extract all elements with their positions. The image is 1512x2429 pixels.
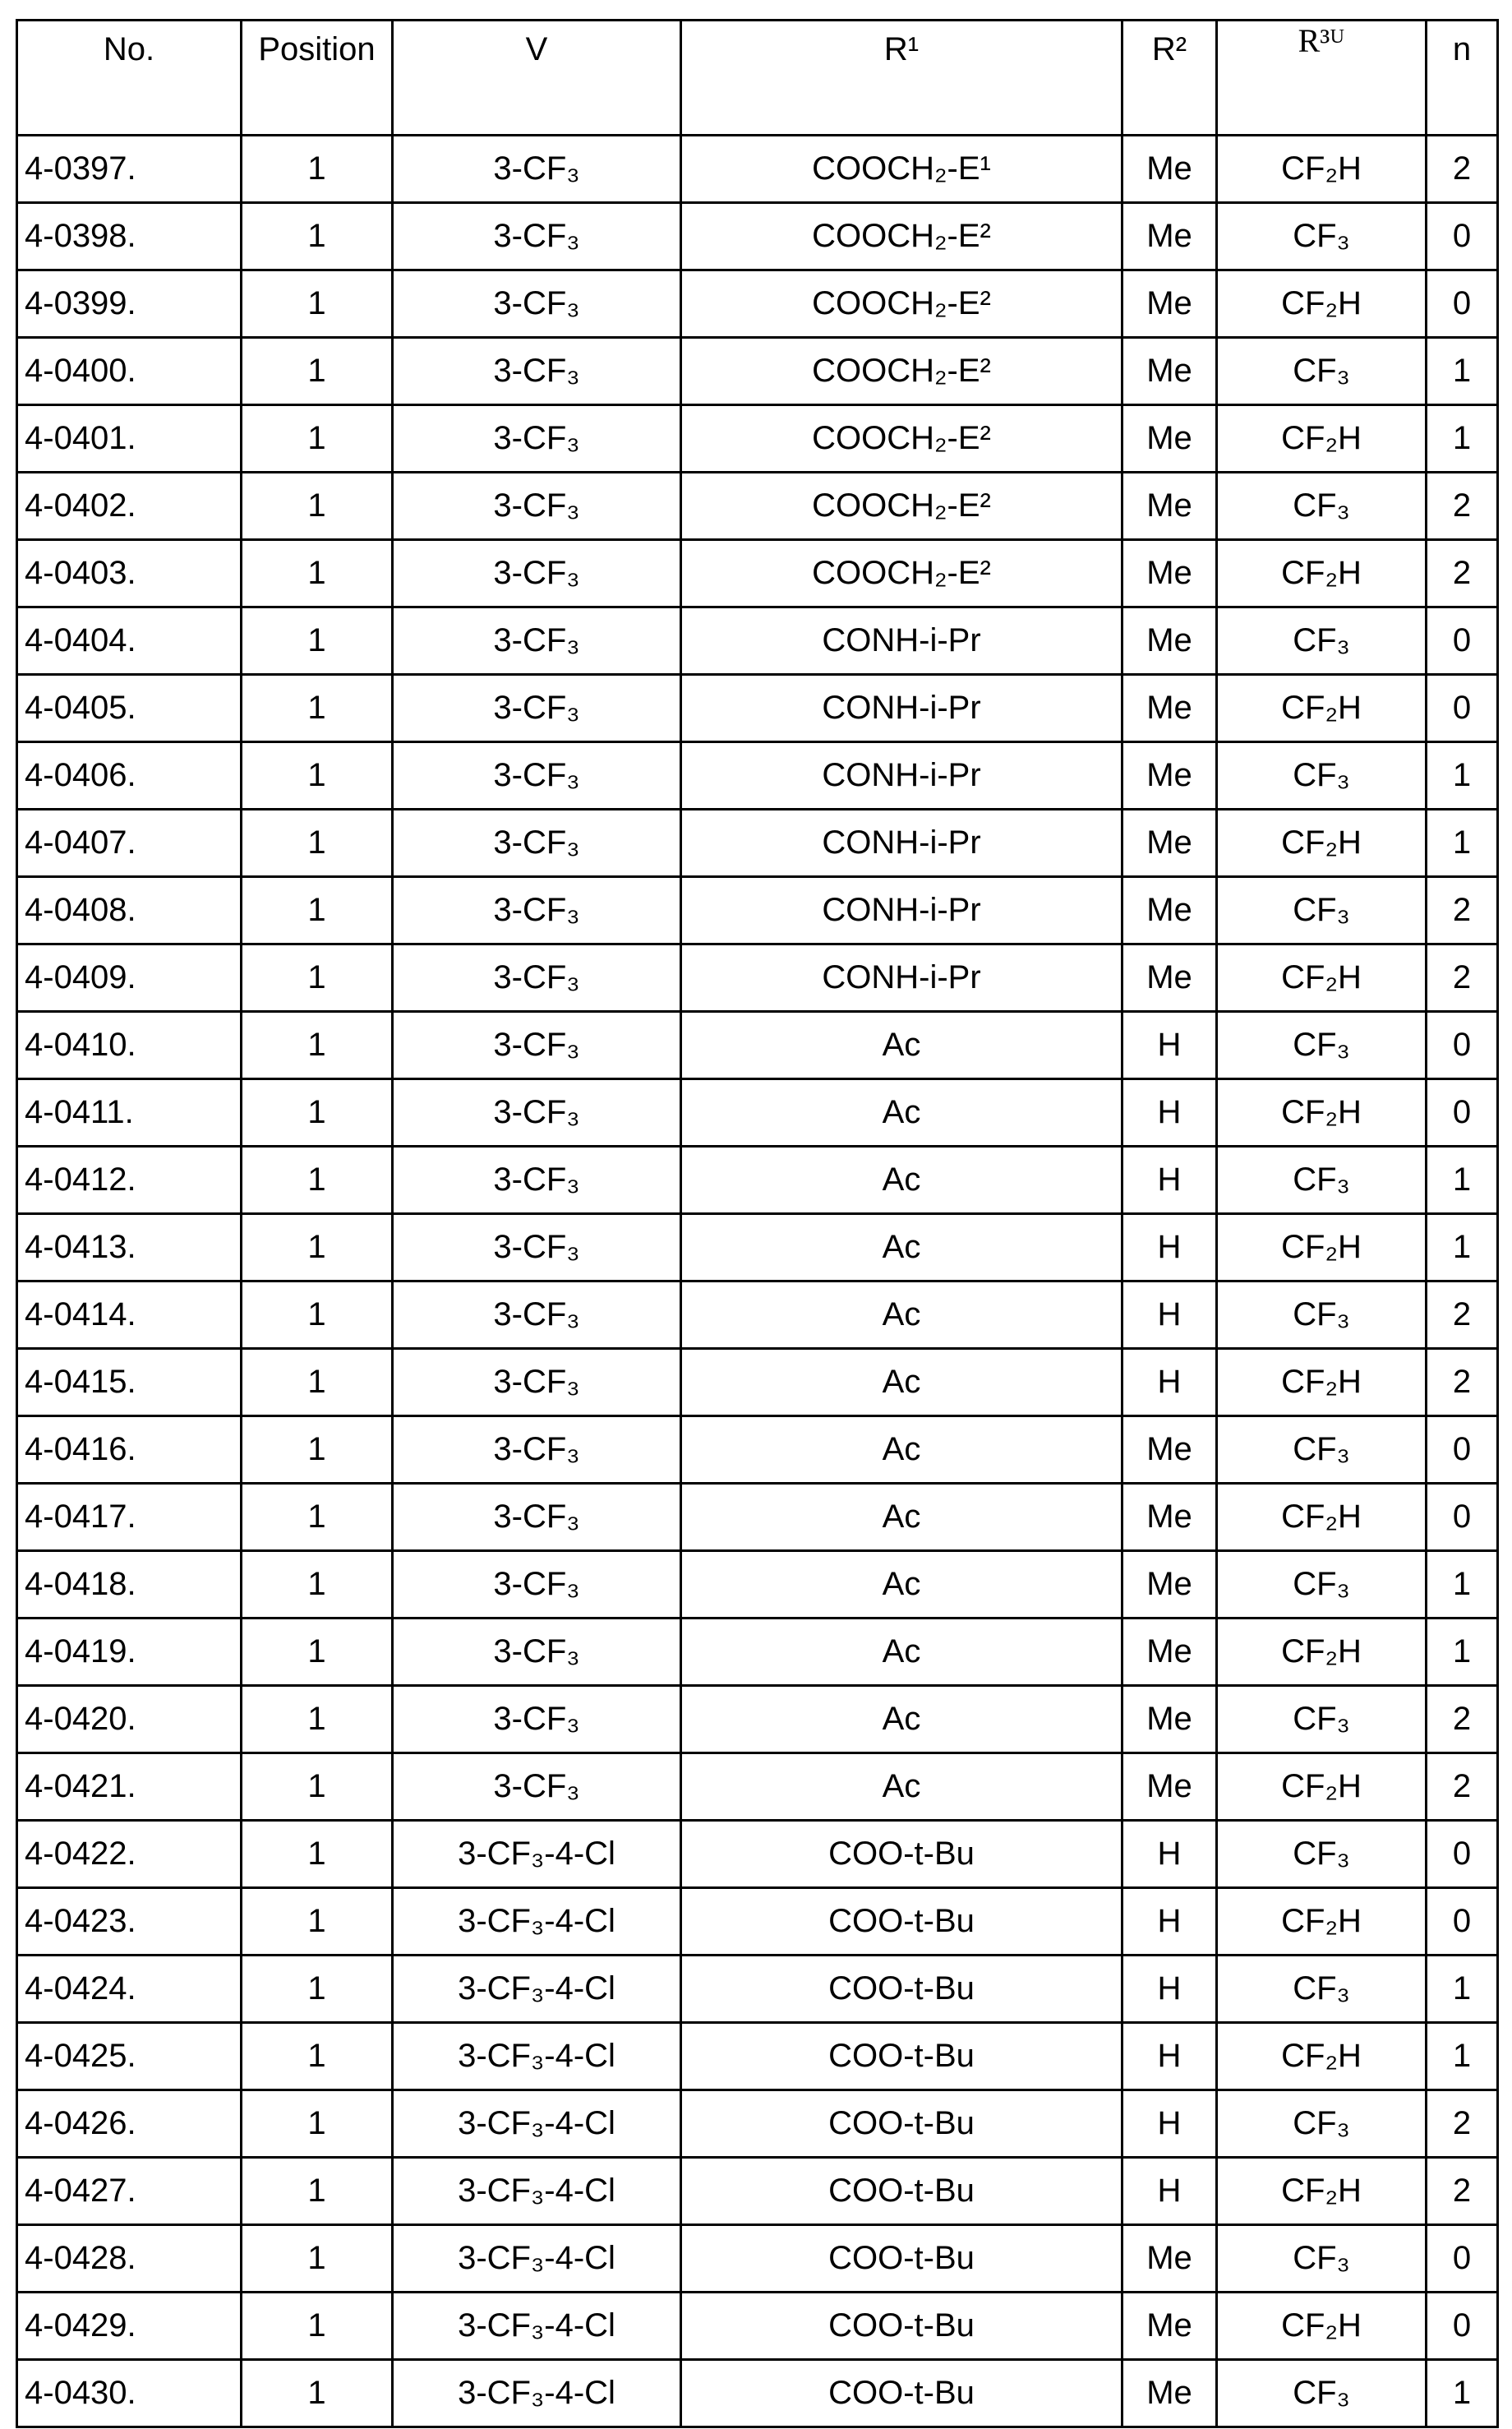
cell-v: 3-CF₃	[393, 877, 681, 944]
cell-v: 3-CF₃	[393, 1214, 681, 1281]
cell-v: 3-CF₃	[393, 1012, 681, 1079]
cell-r1: CONH-i-Pr	[681, 810, 1122, 877]
cell-v: 3-CF₃	[393, 1619, 681, 1686]
cell-v: 3-CF₃	[393, 1753, 681, 1821]
cell-no: 4-0420.	[17, 1686, 242, 1753]
cell-position: 1	[242, 338, 393, 405]
table-row	[17, 338, 1498, 405]
cell-v: 3-CF₃	[393, 136, 681, 203]
cell-r3u: CF₂H	[1217, 1888, 1427, 1956]
cell-v: 3-CF₃-4-Cl	[393, 1888, 681, 1956]
cell-no: 4-0410.	[17, 1012, 242, 1079]
cell-no: 4-0409.	[17, 944, 242, 1012]
cell-v: 3-CF₃-4-Cl	[393, 1821, 681, 1888]
cell-r2: H	[1122, 1349, 1217, 1416]
cell-position: 1	[242, 1416, 393, 1484]
cell-position: 1	[242, 270, 393, 338]
cell-r3u: CF₃	[1217, 1686, 1427, 1753]
table-row	[17, 810, 1498, 877]
cell-position: 1	[242, 1079, 393, 1147]
cell-r3u: CF₂H	[1217, 540, 1427, 607]
cell-v: 3-CF₃	[393, 1551, 681, 1619]
cell-r2: Me	[1122, 405, 1217, 473]
cell-no: 4-0397.	[17, 136, 242, 203]
cell-n: 2	[1427, 473, 1498, 540]
cell-no: 4-0424.	[17, 1956, 242, 2023]
cell-position: 1	[242, 607, 393, 675]
table-row	[17, 1888, 1498, 1956]
cell-position: 1	[242, 2360, 393, 2427]
table-row	[17, 1349, 1498, 1416]
cell-r2: H	[1122, 2023, 1217, 2090]
cell-r3u: CF₃	[1217, 1416, 1427, 1484]
cell-position: 1	[242, 1753, 393, 1821]
cell-n: 0	[1427, 270, 1498, 338]
cell-no: 4-0415.	[17, 1349, 242, 1416]
table-row	[17, 2090, 1498, 2158]
cell-r2: H	[1122, 2090, 1217, 2158]
cell-no: 4-0413.	[17, 1214, 242, 1281]
cell-v: 3-CF₃	[393, 1484, 681, 1551]
cell-r1: COOCH₂-E²	[681, 270, 1122, 338]
table-row	[17, 1147, 1498, 1214]
cell-n: 0	[1427, 1888, 1498, 1956]
cell-r1: COOCH₂-E²	[681, 338, 1122, 405]
cell-v: 3-CF₃	[393, 675, 681, 742]
cell-r1: CONH-i-Pr	[681, 877, 1122, 944]
cell-no: 4-0425.	[17, 2023, 242, 2090]
cell-r2: Me	[1122, 1484, 1217, 1551]
cell-r1: COO-t-Bu	[681, 2023, 1122, 2090]
table-row	[17, 2293, 1498, 2360]
cell-r2: Me	[1122, 1619, 1217, 1686]
cell-r3u: CF₂H	[1217, 810, 1427, 877]
cell-r1: CONH-i-Pr	[681, 944, 1122, 1012]
cell-r1: COO-t-Bu	[681, 2360, 1122, 2427]
cell-n: 1	[1427, 338, 1498, 405]
cell-n: 2	[1427, 944, 1498, 1012]
cell-n: 0	[1427, 2293, 1498, 2360]
cell-r3u: CF₃	[1217, 473, 1427, 540]
cell-no: 4-0419.	[17, 1619, 242, 1686]
cell-v: 3-CF₃-4-Cl	[393, 2090, 681, 2158]
cell-r2: Me	[1122, 136, 1217, 203]
cell-r3u: CF₂H	[1217, 1619, 1427, 1686]
cell-r3u: CF₂H	[1217, 2158, 1427, 2225]
cell-v: 3-CF₃	[393, 1349, 681, 1416]
table-row	[17, 405, 1498, 473]
cell-r2: Me	[1122, 877, 1217, 944]
table-row	[17, 1484, 1498, 1551]
cell-position: 1	[242, 944, 393, 1012]
table-row	[17, 1619, 1498, 1686]
cell-position: 1	[242, 2293, 393, 2360]
cell-r2: H	[1122, 2158, 1217, 2225]
cell-r1: Ac	[681, 1686, 1122, 1753]
cell-no: 4-0414.	[17, 1281, 242, 1349]
cell-r1: Ac	[681, 1484, 1122, 1551]
table-row	[17, 2158, 1498, 2225]
compound-table	[16, 19, 1499, 2428]
cell-no: 4-0405.	[17, 675, 242, 742]
cell-position: 1	[242, 1821, 393, 1888]
cell-position: 1	[242, 1686, 393, 1753]
cell-n: 1	[1427, 1551, 1498, 1619]
cell-n: 1	[1427, 810, 1498, 877]
table-row	[17, 2225, 1498, 2293]
cell-no: 4-0401.	[17, 405, 242, 473]
header-n: n	[1427, 21, 1498, 136]
cell-position: 1	[242, 405, 393, 473]
cell-r2: Me	[1122, 1686, 1217, 1753]
cell-n: 0	[1427, 1484, 1498, 1551]
cell-n: 1	[1427, 1147, 1498, 1214]
cell-r3u: CF₃	[1217, 2090, 1427, 2158]
cell-r2: Me	[1122, 2360, 1217, 2427]
table-row	[17, 1079, 1498, 1147]
table-row	[17, 136, 1498, 203]
table-body	[17, 136, 1498, 2427]
cell-r1: Ac	[681, 1753, 1122, 1821]
cell-r1: COO-t-Bu	[681, 1821, 1122, 1888]
cell-r2: Me	[1122, 1416, 1217, 1484]
cell-r3u: CF₂H	[1217, 270, 1427, 338]
table-row	[17, 1012, 1498, 1079]
cell-n: 0	[1427, 1416, 1498, 1484]
cell-r1: COO-t-Bu	[681, 1956, 1122, 2023]
cell-r2: Me	[1122, 810, 1217, 877]
cell-r2: Me	[1122, 540, 1217, 607]
table-row	[17, 1416, 1498, 1484]
cell-v: 3-CF₃	[393, 338, 681, 405]
cell-n: 2	[1427, 2090, 1498, 2158]
cell-r1: Ac	[681, 1551, 1122, 1619]
table-row	[17, 1753, 1498, 1821]
cell-r1: COO-t-Bu	[681, 1888, 1122, 1956]
cell-n: 1	[1427, 1956, 1498, 2023]
cell-r3u: CF₂H	[1217, 675, 1427, 742]
cell-no: 4-0418.	[17, 1551, 242, 1619]
cell-no: 4-0430.	[17, 2360, 242, 2427]
cell-r3u: CF₃	[1217, 1956, 1427, 2023]
cell-no: 4-0399.	[17, 270, 242, 338]
cell-r2: Me	[1122, 2293, 1217, 2360]
table-row	[17, 473, 1498, 540]
table-row	[17, 2360, 1498, 2427]
cell-v: 3-CF₃	[393, 1416, 681, 1484]
table-row	[17, 877, 1498, 944]
cell-no: 4-0417.	[17, 1484, 242, 1551]
table-row	[17, 607, 1498, 675]
cell-r2: Me	[1122, 607, 1217, 675]
cell-r3u: CF₃	[1217, 338, 1427, 405]
cell-r2: H	[1122, 1214, 1217, 1281]
cell-r3u: CF₂H	[1217, 2293, 1427, 2360]
cell-r1: COO-t-Bu	[681, 2158, 1122, 2225]
cell-position: 1	[242, 2158, 393, 2225]
cell-position: 1	[242, 1484, 393, 1551]
cell-r1: Ac	[681, 1079, 1122, 1147]
cell-n: 0	[1427, 203, 1498, 270]
cell-n: 2	[1427, 1753, 1498, 1821]
cell-v: 3-CF₃-4-Cl	[393, 2158, 681, 2225]
cell-r2: Me	[1122, 338, 1217, 405]
cell-no: 4-0398.	[17, 203, 242, 270]
cell-n: 1	[1427, 405, 1498, 473]
cell-v: 3-CF₃	[393, 810, 681, 877]
cell-r2: Me	[1122, 742, 1217, 810]
cell-no: 4-0411.	[17, 1079, 242, 1147]
cell-n: 2	[1427, 136, 1498, 203]
cell-no: 4-0426.	[17, 2090, 242, 2158]
cell-position: 1	[242, 1349, 393, 1416]
cell-r3u: CF₃	[1217, 1012, 1427, 1079]
table-row	[17, 675, 1498, 742]
cell-r1: Ac	[681, 1147, 1122, 1214]
cell-r3u: CF₂H	[1217, 1349, 1427, 1416]
cell-v: 3-CF₃-4-Cl	[393, 2225, 681, 2293]
cell-no: 4-0412.	[17, 1147, 242, 1214]
cell-n: 2	[1427, 1686, 1498, 1753]
cell-r3u: CF₂H	[1217, 1079, 1427, 1147]
cell-position: 1	[242, 136, 393, 203]
cell-r1: Ac	[681, 1281, 1122, 1349]
cell-r1: CONH-i-Pr	[681, 607, 1122, 675]
cell-no: 4-0403.	[17, 540, 242, 607]
table-row	[17, 270, 1498, 338]
cell-n: 0	[1427, 2225, 1498, 2293]
cell-n: 2	[1427, 1281, 1498, 1349]
cell-r3u: CF₃	[1217, 203, 1427, 270]
cell-no: 4-0429.	[17, 2293, 242, 2360]
cell-r3u: CF₃	[1217, 877, 1427, 944]
cell-r2: H	[1122, 1888, 1217, 1956]
cell-r1: COOCH₂-E²	[681, 540, 1122, 607]
cell-no: 4-0428.	[17, 2225, 242, 2293]
table-row	[17, 1214, 1498, 1281]
cell-r1: COO-t-Bu	[681, 2293, 1122, 2360]
cell-v: 3-CF₃-4-Cl	[393, 2023, 681, 2090]
cell-n: 1	[1427, 2023, 1498, 2090]
cell-position: 1	[242, 810, 393, 877]
cell-r3u: CF₃	[1217, 607, 1427, 675]
cell-v: 3-CF₃	[393, 1147, 681, 1214]
cell-r3u: CF₃	[1217, 742, 1427, 810]
cell-r1: COOCH₂-E²	[681, 203, 1122, 270]
table-row	[17, 1821, 1498, 1888]
cell-r2: Me	[1122, 473, 1217, 540]
cell-r3u: CF₂H	[1217, 2023, 1427, 2090]
cell-position: 1	[242, 1281, 393, 1349]
cell-no: 4-0402.	[17, 473, 242, 540]
table-row	[17, 1281, 1498, 1349]
cell-v: 3-CF₃-4-Cl	[393, 2293, 681, 2360]
cell-position: 1	[242, 675, 393, 742]
cell-position: 1	[242, 877, 393, 944]
header-no: No.	[17, 21, 242, 136]
table-row	[17, 742, 1498, 810]
cell-v: 3-CF₃-4-Cl	[393, 1956, 681, 2023]
cell-no: 4-0404.	[17, 607, 242, 675]
cell-v: 3-CF₃	[393, 944, 681, 1012]
cell-r1: Ac	[681, 1619, 1122, 1686]
cell-r2: H	[1122, 1147, 1217, 1214]
table-row	[17, 944, 1498, 1012]
cell-n: 2	[1427, 540, 1498, 607]
cell-position: 1	[242, 1214, 393, 1281]
cell-n: 1	[1427, 742, 1498, 810]
cell-r1: COOCH₂-E²	[681, 473, 1122, 540]
cell-position: 1	[242, 1888, 393, 1956]
cell-r2: Me	[1122, 1753, 1217, 1821]
cell-no: 4-0400.	[17, 338, 242, 405]
table-row	[17, 203, 1498, 270]
cell-r1: Ac	[681, 1349, 1122, 1416]
cell-r1: COOCH₂-E²	[681, 405, 1122, 473]
header-r2: R²	[1122, 21, 1217, 136]
cell-r2: H	[1122, 1079, 1217, 1147]
cell-position: 1	[242, 2023, 393, 2090]
cell-r3u: CF₃	[1217, 1281, 1427, 1349]
cell-n: 0	[1427, 1079, 1498, 1147]
table-row	[17, 2023, 1498, 2090]
cell-r1: Ac	[681, 1416, 1122, 1484]
cell-position: 1	[242, 1619, 393, 1686]
cell-r3u: CF₂H	[1217, 1214, 1427, 1281]
cell-r2: Me	[1122, 1551, 1217, 1619]
cell-r1: CONH-i-Pr	[681, 675, 1122, 742]
cell-position: 1	[242, 203, 393, 270]
table-row	[17, 1956, 1498, 2023]
cell-n: 2	[1427, 877, 1498, 944]
cell-r3u: CF₂H	[1217, 944, 1427, 1012]
cell-v: 3-CF₃	[393, 203, 681, 270]
cell-no: 4-0427.	[17, 2158, 242, 2225]
cell-r3u: CF₂H	[1217, 1753, 1427, 1821]
cell-n: 1	[1427, 2360, 1498, 2427]
cell-no: 4-0407.	[17, 810, 242, 877]
cell-n: 1	[1427, 1214, 1498, 1281]
cell-r2: Me	[1122, 675, 1217, 742]
table-row	[17, 540, 1498, 607]
cell-r2: H	[1122, 1821, 1217, 1888]
cell-v: 3-CF₃	[393, 607, 681, 675]
header-r3u: R³ᵁ	[1217, 21, 1427, 136]
table-row	[17, 1686, 1498, 1753]
cell-r1: COOCH₂-E¹	[681, 136, 1122, 203]
cell-v: 3-CF₃-4-Cl	[393, 2360, 681, 2427]
cell-n: 0	[1427, 607, 1498, 675]
header-r1: R¹	[681, 21, 1122, 136]
cell-r1: CONH-i-Pr	[681, 742, 1122, 810]
cell-r1: COO-t-Bu	[681, 2225, 1122, 2293]
cell-r3u: CF₂H	[1217, 136, 1427, 203]
header-row	[17, 21, 1498, 136]
cell-r1: Ac	[681, 1214, 1122, 1281]
cell-no: 4-0406.	[17, 742, 242, 810]
cell-position: 1	[242, 2225, 393, 2293]
cell-r2: Me	[1122, 203, 1217, 270]
cell-position: 1	[242, 742, 393, 810]
cell-v: 3-CF₃	[393, 473, 681, 540]
cell-n: 0	[1427, 1012, 1498, 1079]
cell-no: 4-0422.	[17, 1821, 242, 1888]
cell-no: 4-0423.	[17, 1888, 242, 1956]
cell-position: 1	[242, 540, 393, 607]
cell-r3u: CF₃	[1217, 2360, 1427, 2427]
cell-r3u: CF₂H	[1217, 1484, 1427, 1551]
cell-v: 3-CF₃	[393, 540, 681, 607]
cell-r3u: CF₂H	[1217, 405, 1427, 473]
table-row	[17, 1551, 1498, 1619]
cell-r3u: CF₃	[1217, 1147, 1427, 1214]
cell-n: 0	[1427, 675, 1498, 742]
cell-position: 1	[242, 2090, 393, 2158]
cell-r3u: CF₃	[1217, 1821, 1427, 1888]
header-position: Position	[242, 21, 393, 136]
cell-position: 1	[242, 473, 393, 540]
cell-v: 3-CF₃	[393, 1079, 681, 1147]
cell-n: 1	[1427, 1619, 1498, 1686]
cell-r2: Me	[1122, 2225, 1217, 2293]
cell-position: 1	[242, 1551, 393, 1619]
cell-r2: Me	[1122, 270, 1217, 338]
cell-n: 2	[1427, 1349, 1498, 1416]
cell-v: 3-CF₃	[393, 742, 681, 810]
cell-v: 3-CF₃	[393, 270, 681, 338]
cell-v: 3-CF₃	[393, 405, 681, 473]
cell-r2: H	[1122, 1012, 1217, 1079]
cell-no: 4-0416.	[17, 1416, 242, 1484]
cell-r3u: CF₃	[1217, 1551, 1427, 1619]
cell-v: 3-CF₃	[393, 1686, 681, 1753]
cell-position: 1	[242, 1956, 393, 2023]
cell-n: 2	[1427, 2158, 1498, 2225]
cell-r3u: CF₃	[1217, 2225, 1427, 2293]
cell-r2: Me	[1122, 944, 1217, 1012]
cell-no: 4-0421.	[17, 1753, 242, 1821]
cell-r2: H	[1122, 1281, 1217, 1349]
cell-r1: COO-t-Bu	[681, 2090, 1122, 2158]
cell-r2: H	[1122, 1956, 1217, 2023]
cell-n: 0	[1427, 1821, 1498, 1888]
cell-no: 4-0408.	[17, 877, 242, 944]
cell-position: 1	[242, 1147, 393, 1214]
cell-v: 3-CF₃	[393, 1281, 681, 1349]
cell-position: 1	[242, 1012, 393, 1079]
cell-r1: Ac	[681, 1012, 1122, 1079]
header-v: V	[393, 21, 681, 136]
